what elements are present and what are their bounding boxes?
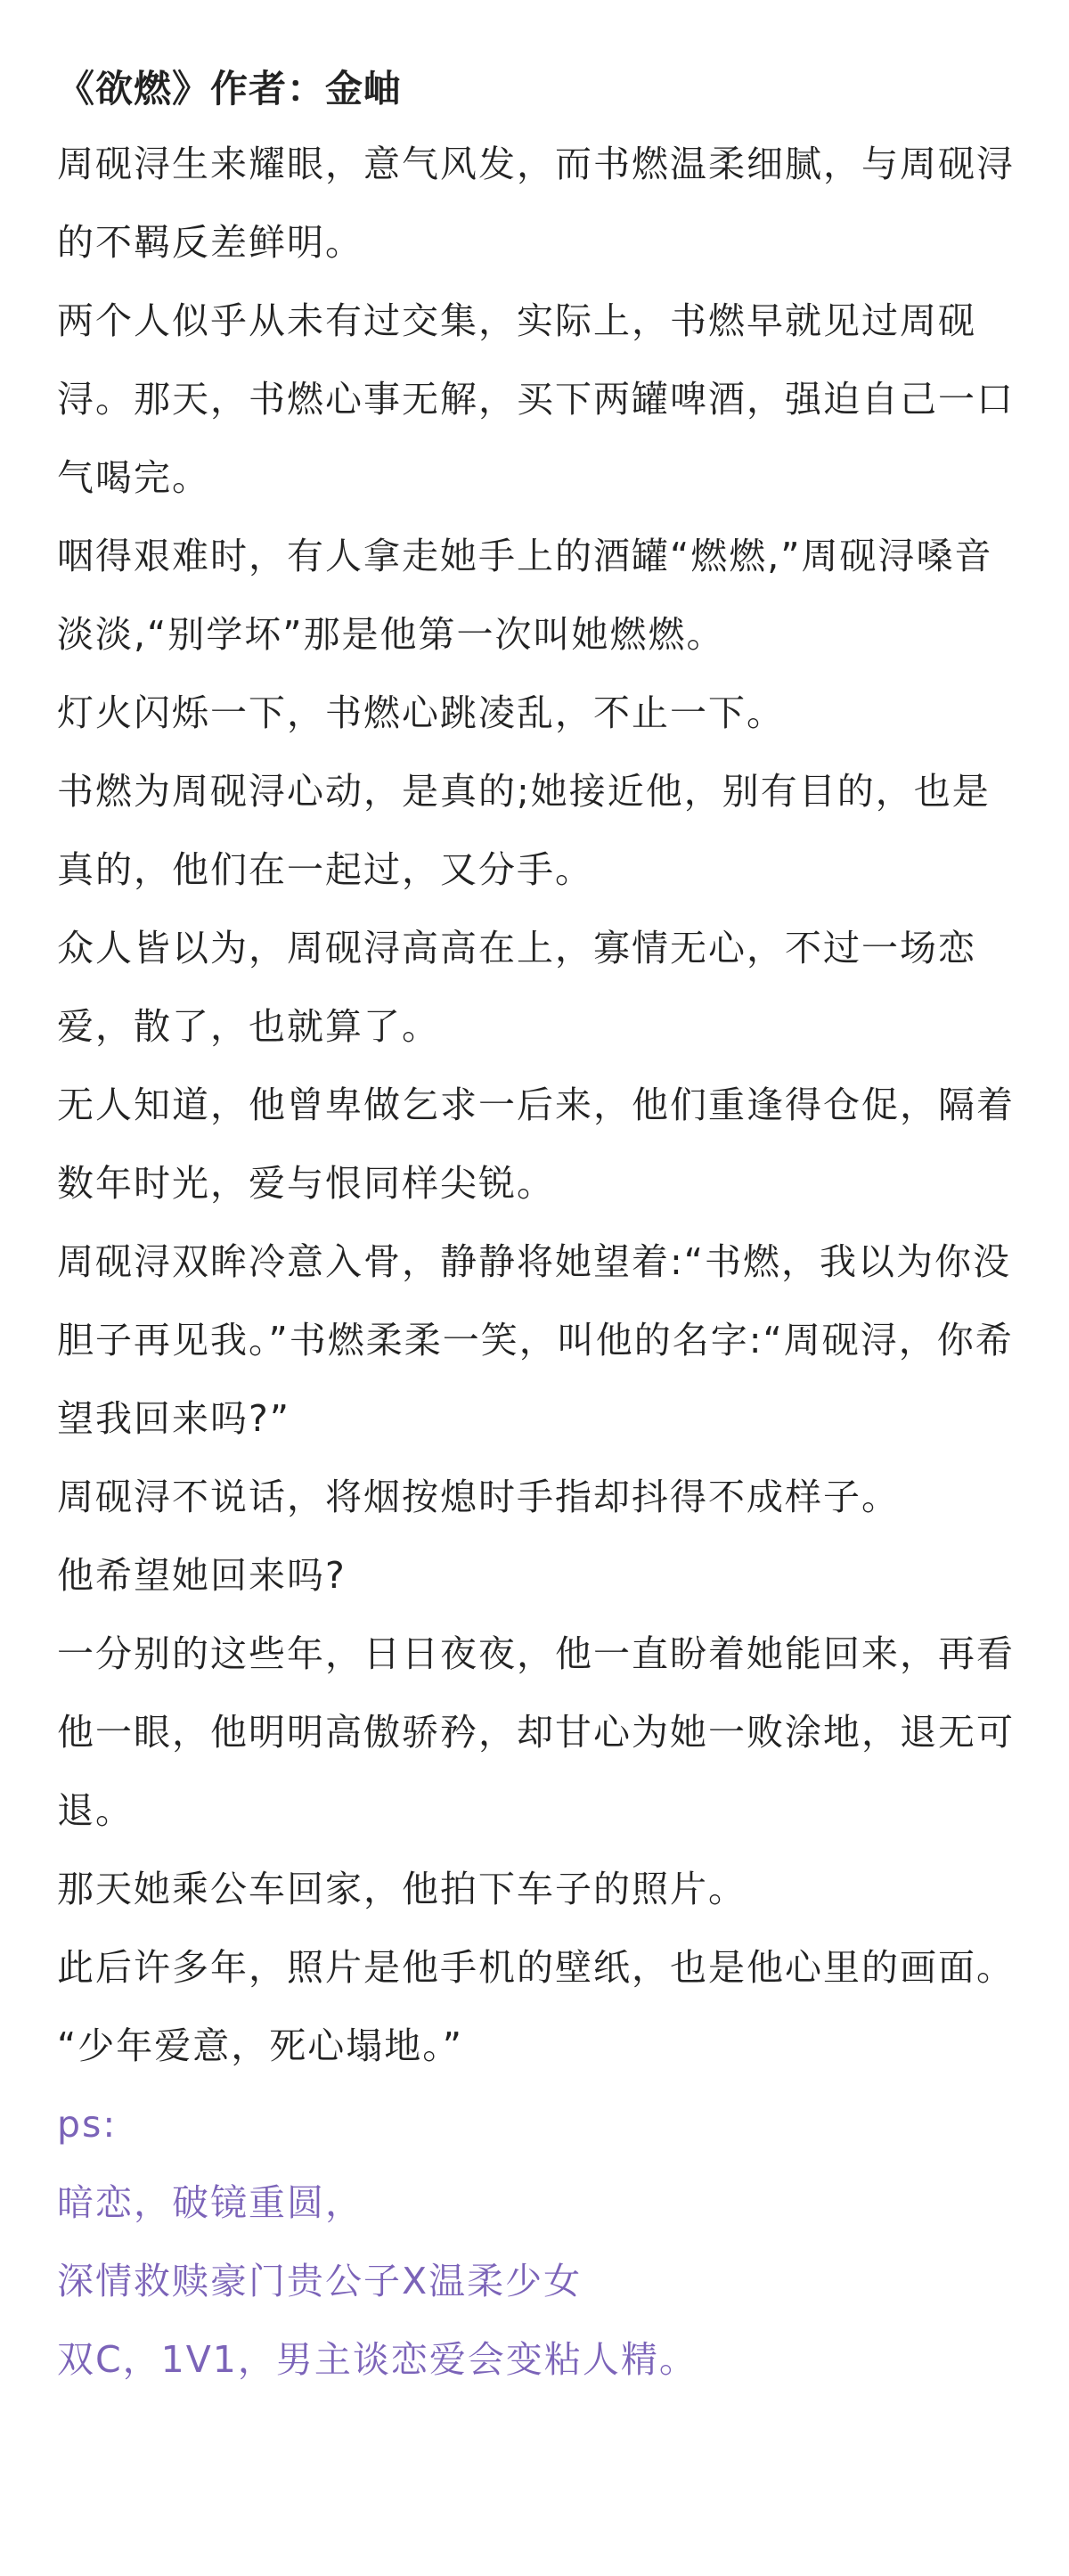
book-title: 《欲燃》作者：金岫 <box>57 67 403 110</box>
ps-label: ps: <box>57 2103 118 2146</box>
paragraph-2: 两个人似乎从未有过交集，实际上，书燃早就见过周砚浔。那天，书燃心事无解，买下两罐啤酒，强迫自己一口气喝完。 <box>57 299 1015 499</box>
paragraph-1: 周砚浔生来耀眼，意气风发，而书燃温柔细腻，与周砚浔的不羁反差鲜明。 <box>57 143 1015 264</box>
ps-line-tags: 暗恋，破镜重圆， <box>57 2181 363 2224</box>
paragraph-14: “少年爱意，死心塌地。” <box>57 2024 463 2067</box>
ps-line-pairing: 深情救赎豪门贵公子X温柔少女 <box>57 2260 583 2302</box>
paragraph-11: 一分别的这些年，日日夜夜，他一直盼着她能回来，再看他一眼，他明明高傲骄矜，却甘心为她一败涂地，退无可退。 <box>57 1632 1015 1832</box>
document-body <box>57 53 1019 2399</box>
paragraph-3: 咽得艰难时，有人拿走她手上的酒罐“燃燃,”周砚浔嗓音淡淡,“别学坏”那是他第一次叫她燃燃。 <box>57 535 993 656</box>
paragraph-8: 周砚浔双眸冷意入骨，静静将她望着:“书燃，我以为你没胆子再见我。”书燃柔柔一笑，叫他的名字:“周砚浔，你希望我回来吗?” <box>57 1240 1014 1440</box>
paragraph-10: 他希望她回来吗? <box>57 1554 347 1597</box>
paragraph-4: 灯火闪烁一下，书燃心跳凌乱，不止一下。 <box>57 691 785 734</box>
ps-line-notes: 双C，1V1，男主谈恋爱会变粘人精。 <box>57 2338 698 2381</box>
paragraph-5: 书燃为周砚浔心动，是真的;她接近他，别有目的，也是真的，他们在一起过，又分手。 <box>57 770 991 891</box>
paragraph-6: 众人皆以为，周砚浔高高在上，寡情无心，不过一场恋爱，散了，也就算了。 <box>57 927 976 1048</box>
paragraph-12: 那天她乘公车回家，他拍下车子的照片。 <box>57 1868 747 1910</box>
paragraph-13: 此后许多年，照片是他手机的壁纸，也是他心里的画面。 <box>57 1946 1015 1989</box>
paragraph-7: 无人知道，他曾卑做乞求一后来，他们重逢得仓促，隔着数年时光，爱与恨同样尖锐。 <box>57 1084 1015 1205</box>
paragraph-9: 周砚浔不说话，将烟按熄时手指却抖得不成样子。 <box>57 1476 900 1518</box>
